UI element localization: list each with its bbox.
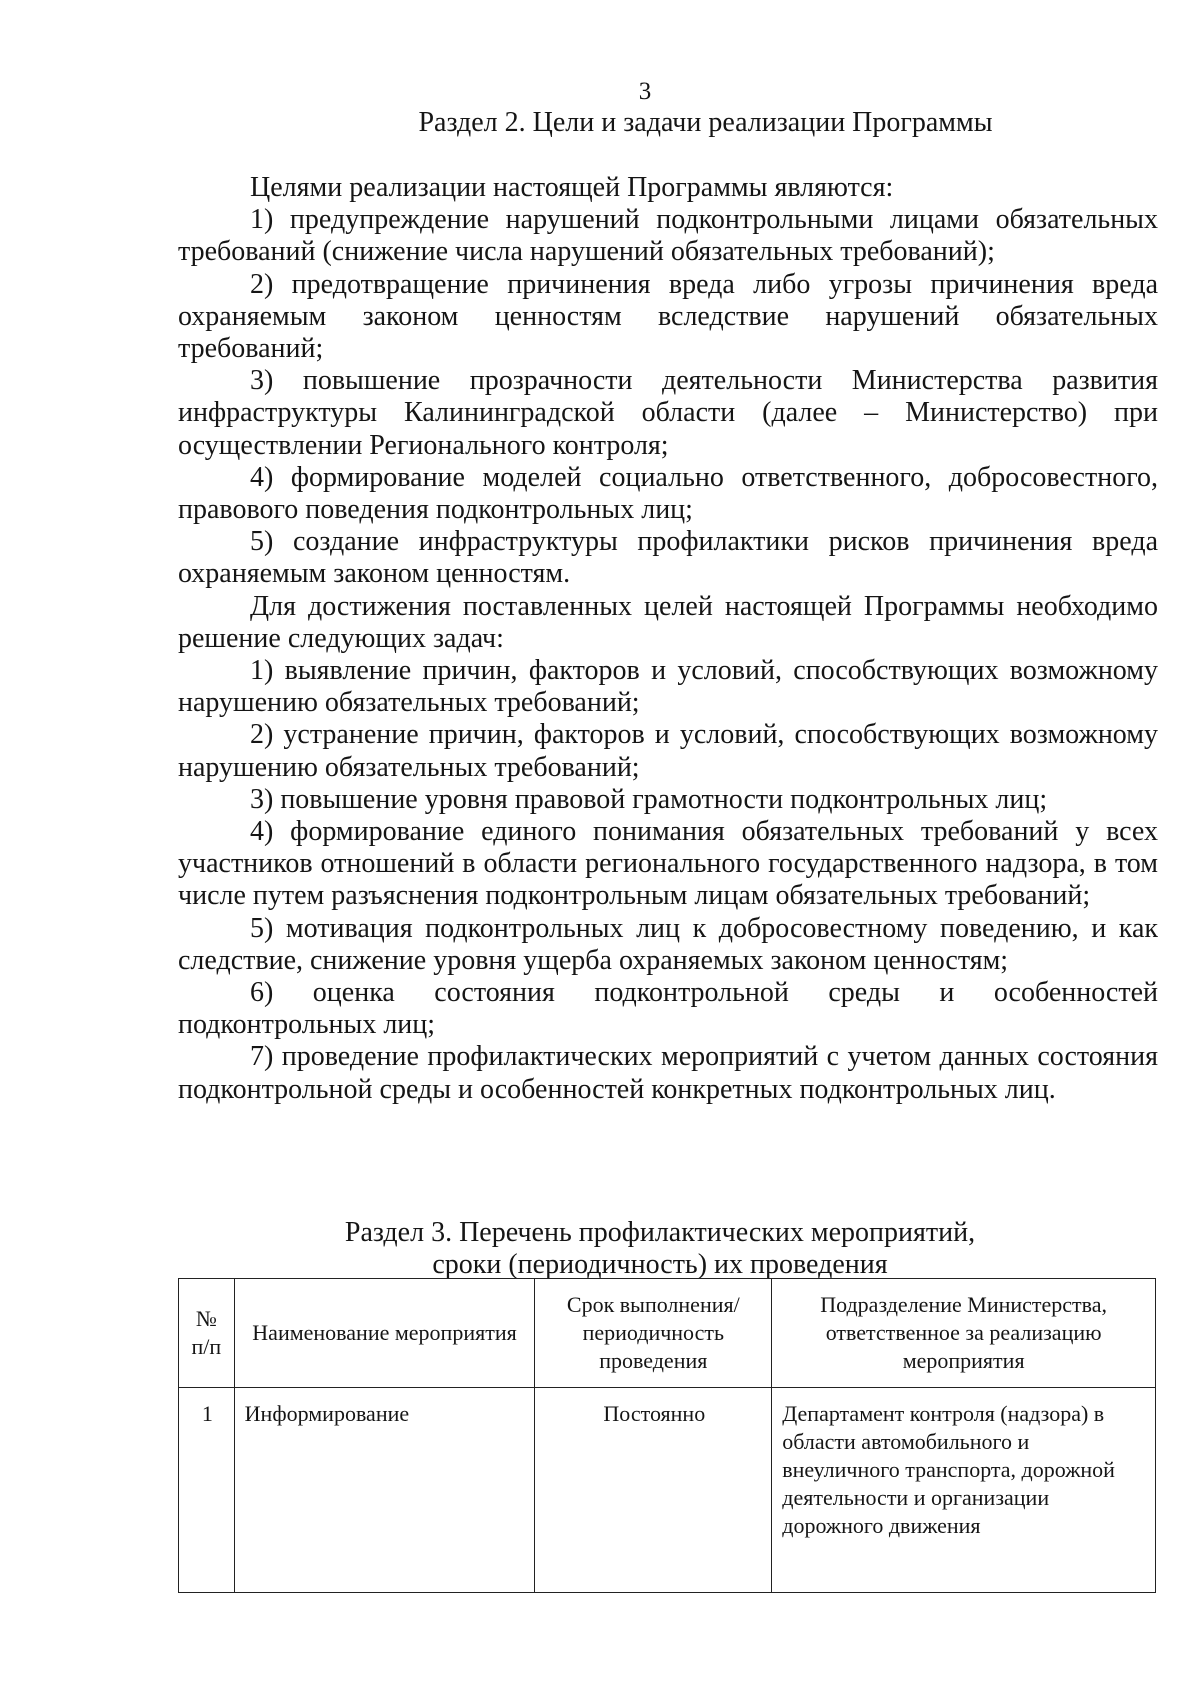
cell-name: Информирование [234,1388,535,1593]
goal-item: 3) повышение прозрачности деятельности Министерства развития инфраструктуры Калининградской области (далее – Министерство) при осуществлении Регионального контроля; [178,365,1158,461]
task-item: 2) устранение причин, факторов и условий, способствующих возможному нарушению обязательных требований; [178,719,1158,783]
task-item: 4) формирование единого понимания обязательных требований у всех участников отношений в области регионального государственного надзора, в том числе путем разъяснения подконтрольным лицам обязательных требований; [178,816,1158,912]
task-item: 7) проведение профилактических мероприятий с учетом данных состояния подконтрольной среды и особенностей конкретных подконтрольных лиц. [178,1041,1158,1105]
section-3-title-line2: сроки (периодичность) их проведения [432,1249,888,1280]
header-name: Наименование мероприятия [234,1279,535,1388]
table-header-row [179,1279,1156,1388]
goal-item: 2) предотвращение причинения вреда либо угрозы причинения вреда охраняемым законом ценностям вследствие нарушений обязательных требований; [178,268,1158,365]
table-row [179,1388,1156,1593]
section-3-title-line1: Раздел 3. Перечень профилактических мероприятий, [344,1217,976,1248]
task-item: 6) оценка состояния подконтрольной среды и особенностей подконтрольных лиц; [178,977,1158,1041]
header-dept: Подразделение Министерства, ответственное за реализацию мероприятия [772,1279,1156,1388]
goal-item: 5) создание инфраструктуры профилактики рисков причинения вреда охраняемым законом ценностям. [178,526,1158,590]
cell-dept: Департамент контроля (надзора) в области автомобильного и внеуличного транспорта, дорожной деятельности и организации дорожного движения [772,1388,1156,1593]
activities-table [178,1278,1156,1593]
task-item: 1) выявление причин, факторов и условий, способствующих возможному нарушению обязательных требований; [178,655,1158,719]
cell-num: 1 [179,1388,235,1593]
section-3-title [190,1217,1130,1281]
header-term: Срок выполнения/ периодичность проведения [535,1279,772,1388]
goals-intro: Целями реализации настоящей Программы являются: [250,172,894,203]
page-number: 3 [638,78,652,105]
section-2-body [178,172,1158,1106]
goal-item: 1) предупреждение нарушений подконтрольными лицами обязательных требований (снижение числа нарушений обязательных требований); [178,204,1158,268]
section-2-title: Раздел 2. Цели и задачи реализации Программы [418,107,993,138]
tasks-intro: Для достижения поставленных целей настоящей Программы необходимо решение следующих задач: [178,590,1158,654]
task-item: 3) повышение уровня правовой грамотности подконтрольных лиц; [250,783,1048,815]
cell-term: Постоянно [535,1388,772,1593]
header-num: № п/п [179,1279,235,1388]
goal-item: 4) формирование моделей социально ответственного, добросовестного, правового поведения подконтрольных лиц; [178,461,1158,526]
task-item: 5) мотивация подконтрольных лиц к добросовестному поведению, и как следствие, снижение уровня ущерба охраняемых законом ценностям; [178,912,1158,976]
